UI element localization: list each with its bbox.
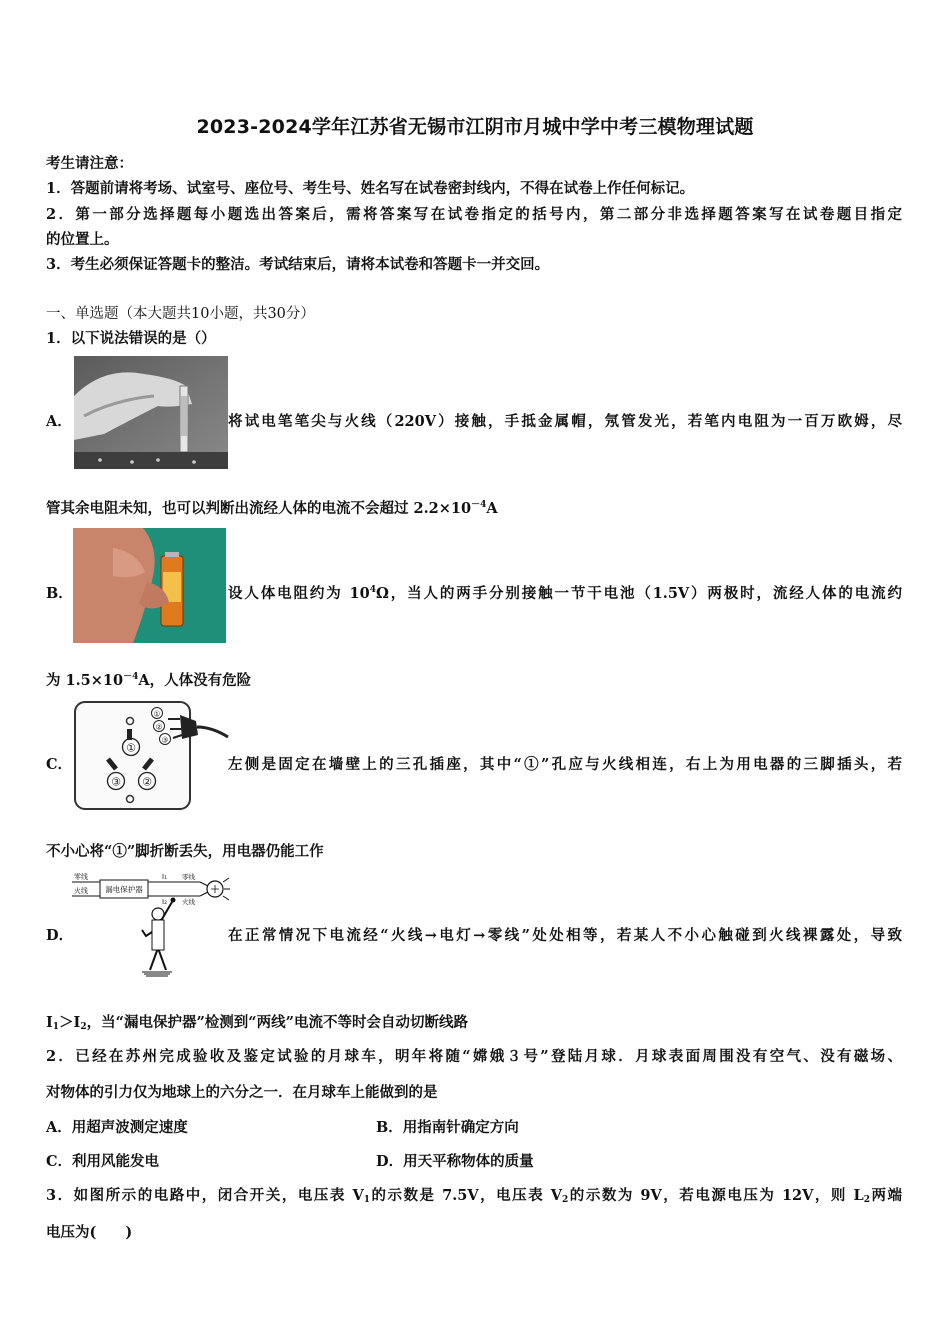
question-2-option-c: C．利用风能发电	[46, 1153, 160, 1170]
zero-wire-label: 零线	[74, 873, 88, 881]
notice-item-2-cont: 的位置上。	[46, 231, 119, 248]
notice-item-1: 1．答题前请将考场、试室号、座位号、考生号、姓名写在试卷密封线内，不得在试卷上作任何标记。	[46, 180, 695, 197]
plug-mark-3: ③	[161, 735, 169, 745]
current-i2-label: I₂	[162, 898, 167, 906]
fire-wire-label-2: 火线	[182, 898, 195, 906]
option-a-text-line1: 将试电笔笔尖与火线（220V）接触，手抵金属帽，氖管发光，若笔内电阻为一百万欧姆，尽	[228, 413, 902, 430]
notice-heading: 考生请注意：	[46, 155, 133, 172]
option-b-label: B．	[46, 585, 73, 602]
socket-mark-1: ①	[126, 741, 136, 755]
option-d-text-line2: $I_1>I_2$，当“漏电保护器”检测到“两线”电流不等时会自动切断线路	[46, 1014, 468, 1032]
notice-item-2: 2．第一部分选择题每小题选出答案后，需将答案写在试卷指定的括号内，第二部分非选择题答案写在试卷题目指定	[46, 206, 902, 223]
option-b-text-line1: 设人体电阻约为 $10^4\Omega$，当人的两手分别接触一节干电池（1.5V）两极时，流经人体的电流约	[228, 585, 902, 602]
option-a-text-line2: 管其余电阻未知，也可以判断出流经人体的电流不会超过 $2.2\times 10^{-4}A$	[46, 500, 498, 517]
question-2-option-a: A．用超声波测定速度	[46, 1119, 188, 1136]
option-a-label: A．	[46, 413, 72, 430]
option-d-text-line1: 在正常情况下电流经“火线→电灯→零线”处处相等，若某人不小心触碰到火线裸露处，导致	[228, 927, 902, 944]
option-c-text-line2: 不小心将“①”脚折断丢失，用电器仍能工作	[46, 843, 324, 860]
option-b-text-line2: 为 $1.5\times 10^{-4}A$，人体没有危险	[46, 672, 252, 689]
option-d-label: D．	[46, 927, 74, 944]
test-pencil-photo	[74, 356, 228, 469]
zero-wire-label-2: 零线	[182, 873, 195, 881]
current-i1-label: I₁	[162, 873, 167, 881]
notice-item-3: 3．考生必须保证答题卡的整洁。考试结束后，请将本试卷和答题卡一并交回。	[46, 256, 550, 273]
socket-diagram	[72, 699, 230, 812]
page-title: 2023-2024学年江苏省无锡市江阴市月城中学中考三模物理试题	[196, 116, 754, 138]
plug-mark-1: ①	[153, 709, 161, 719]
plug-mark-2: ②	[155, 722, 163, 732]
socket-mark-3: ③	[111, 775, 121, 789]
leakage-protector-diagram	[72, 870, 232, 985]
question-2-stem-line1: 2．已经在苏州完成验收及鉴定试验的月球车，明年将随“嫦娥３号”登陆月球．月球表面周围没有空气、没有磁场、	[46, 1048, 902, 1065]
section-heading: 一、单选题（本大题共10小题，共30分）	[46, 306, 315, 322]
question-2-option-b: B．用指南针确定方向	[376, 1119, 519, 1136]
question-3-stem-line1: 3．如图所示的电路中，闭合开关，电压表 $V_1$的示数是 7.5V，电压表 $V_2$的示数为 9V，若电源电压为 12V，则 $L_2$两端	[46, 1187, 903, 1205]
socket-mark-2: ②	[142, 775, 152, 789]
option-c-text-line1: 左侧是固定在墙壁上的三孔插座，其中“①”孔应与火线相连，右上为用电器的三脚插头，若	[228, 756, 902, 773]
option-c-label: C．	[46, 756, 73, 773]
battery-photo	[73, 528, 226, 643]
question-3-stem-line2: 电压为( )	[46, 1224, 133, 1241]
question-2-stem-line2: 对物体的引力仅为地球上的六分之一．在月球车上能做到的是	[46, 1084, 438, 1101]
question-2-option-d: D．用天平称物体的质量	[376, 1153, 534, 1170]
protector-label: 漏电保护器	[105, 885, 143, 894]
fire-wire-label: 火线	[74, 887, 88, 895]
question-1-stem: 1．以下说法错误的是（）	[46, 330, 216, 347]
